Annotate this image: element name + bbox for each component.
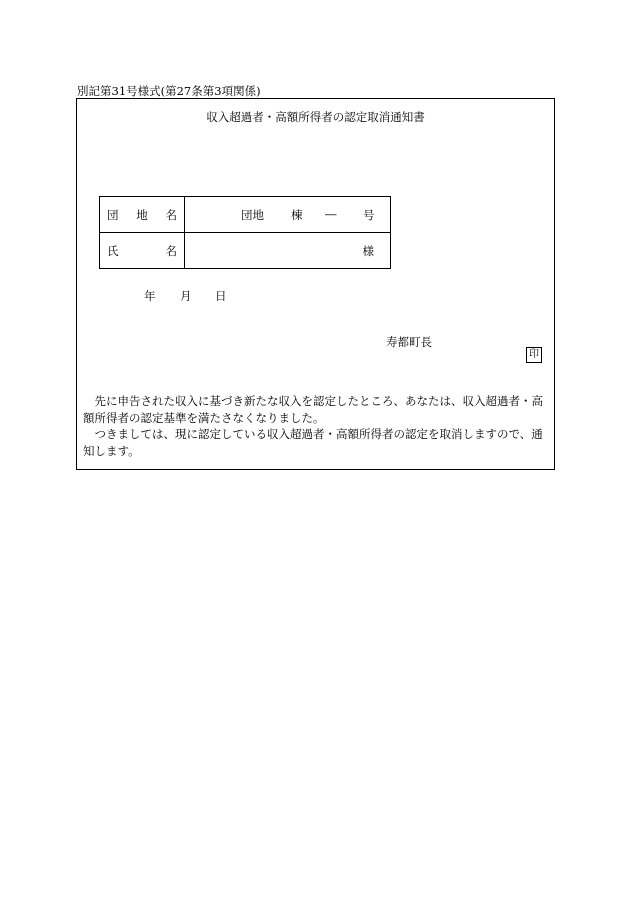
- housing-name-label-cell: [100, 197, 185, 233]
- notice-frame: [76, 98, 555, 470]
- housing-name-value-cell: [185, 197, 391, 233]
- date-line: [77, 288, 556, 304]
- date-year: 年: [144, 289, 156, 303]
- seal-mark: 印: [526, 347, 542, 363]
- label-char: 氏: [107, 243, 119, 258]
- date-day: 日: [215, 289, 227, 303]
- value-part-building: 棟: [291, 208, 303, 222]
- address-table: [99, 196, 391, 269]
- value-part-number: 号: [363, 208, 375, 222]
- label-char: 団: [107, 207, 119, 222]
- honorific-suffix: 様: [362, 244, 374, 258]
- body-paragraph-2: つきましては、現に認定している収入超過者・高額所得者の認定を取消しますので、通知します。: [83, 427, 543, 458]
- form-reference: 別記第31号様式(第27条第3項関係): [77, 84, 261, 98]
- name-value-cell: [185, 233, 391, 269]
- label-char: 名: [165, 243, 177, 258]
- table-row: [100, 233, 391, 269]
- label-char: 地: [136, 207, 148, 222]
- body-paragraph-1: 先に申告された収入に基づき新たな収入を認定したところ、あなたは、収入超過者・高額所得者の認定基準を満たさなくなりました。: [83, 394, 543, 425]
- value-part-danchi: 団地: [241, 208, 264, 222]
- label-char: 名: [165, 207, 177, 222]
- date-month: 月: [180, 289, 192, 303]
- issuer-name: 寿都町長: [386, 335, 432, 349]
- value-part-dash: ―: [325, 207, 337, 221]
- document-title: 収入超過者・高額所得者の認定取消通知書: [206, 110, 425, 124]
- table-row: [100, 197, 391, 233]
- name-label-cell: [100, 233, 185, 269]
- notice-body: [83, 393, 548, 459]
